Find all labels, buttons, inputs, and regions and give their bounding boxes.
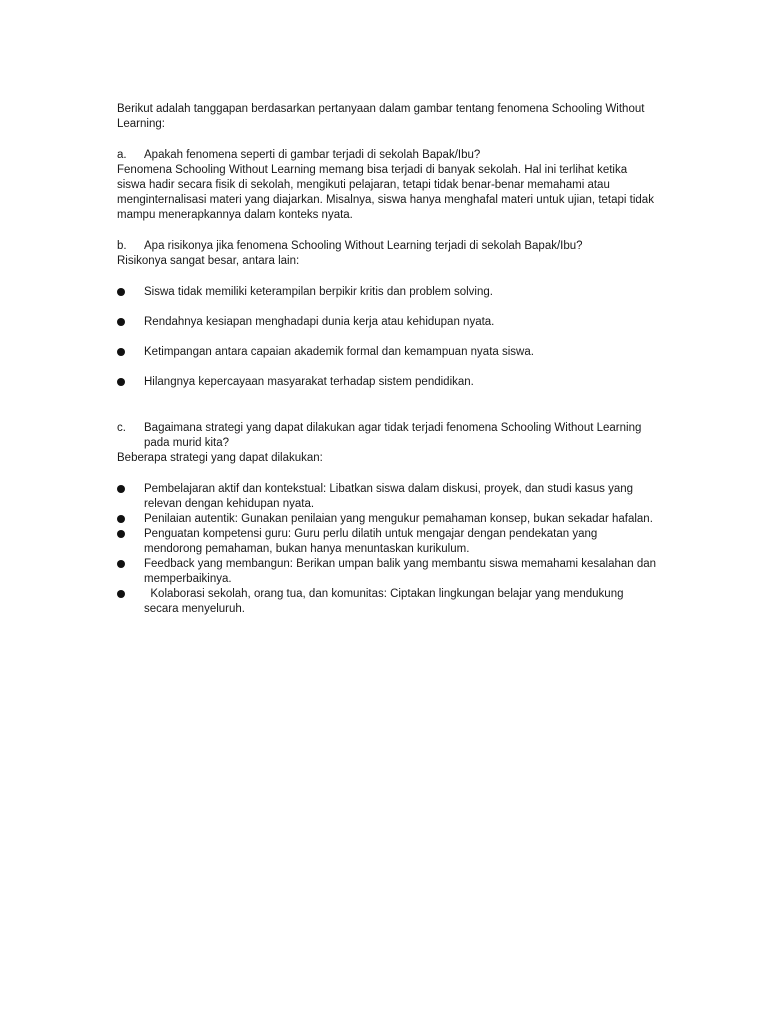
list-item bbox=[117, 285, 657, 300]
question-b-letter: b. bbox=[117, 240, 127, 252]
list-item-text: Rendahnya kesiapan menghadapi dunia kerja atau kehidupan nyata. bbox=[144, 316, 495, 328]
bullet-icon bbox=[117, 345, 144, 360]
list-item-text: Feedback yang membangun: Berikan umpan balik yang membantu siswa memahami kesalahan dan memperbaikinya. bbox=[144, 558, 657, 585]
bullet-icon bbox=[117, 315, 144, 330]
list-item bbox=[117, 512, 657, 527]
list-item-text: Ketimpangan antara capaian akademik formal dan kemampuan nyata siswa. bbox=[144, 346, 534, 358]
list-item bbox=[117, 557, 657, 587]
answer-a-paragraph: Fenomena Schooling Without Learning memang bisa terjadi di banyak sekolah. Hal ini terlihat ketika siswa hadir secara fisik di sekolah, mengikuti pelajaran, tetapi tidak benar-benar memahami atau menginternalisasi materi yang diajarkan. Misalnya, siswa hanya menghafal materi untuk ujian, tetapi tidak mampu menerapkannya dalam konteks nyata. bbox=[117, 164, 654, 221]
bullet-icon bbox=[117, 557, 144, 572]
bullet-icon bbox=[117, 285, 144, 300]
bullet-icon bbox=[117, 587, 144, 602]
answer-c-lead: Beberapa strategi yang dapat dilakukan: bbox=[117, 452, 323, 464]
question-a-text: Apakah fenomena seperti di gambar terjadi di sekolah Bapak/Ibu? bbox=[144, 149, 481, 161]
list-item-text: Kolaborasi sekolah, orang tua, dan komunitas: Ciptakan lingkungan belajar yang mendukung secara menyeluruh. bbox=[144, 588, 627, 615]
question-a bbox=[117, 148, 657, 163]
question-c-letter: c. bbox=[117, 422, 126, 434]
list-item bbox=[117, 315, 657, 330]
list-item bbox=[117, 375, 657, 390]
question-a-letter: a. bbox=[117, 149, 127, 161]
bullet-icon bbox=[117, 512, 144, 527]
risk-list bbox=[117, 285, 657, 390]
list-item bbox=[117, 527, 657, 557]
document-body bbox=[117, 102, 657, 617]
list-item bbox=[117, 587, 657, 617]
bullet-icon bbox=[117, 482, 144, 497]
list-item-text: Siswa tidak memiliki keterampilan berpikir kritis dan problem solving. bbox=[144, 286, 493, 298]
bullet-icon bbox=[117, 527, 144, 542]
question-b bbox=[117, 239, 657, 254]
intro-paragraph: Berikut adalah tanggapan berdasarkan pertanyaan dalam gambar tentang fenomena Schooling Without Learning: bbox=[117, 103, 645, 130]
list-item-text: Penilaian autentik: Gunakan penilaian yang mengukur pemahaman konsep, bukan sekadar hafalan. bbox=[144, 513, 653, 525]
question-b-text: Apa risikonya jika fenomena Schooling Without Learning terjadi di sekolah Bapak/Ibu? bbox=[144, 240, 583, 252]
list-item bbox=[117, 482, 657, 512]
question-c bbox=[117, 421, 657, 451]
answer-b-lead: Risikonya sangat besar, antara lain: bbox=[117, 255, 300, 267]
bullet-icon bbox=[117, 375, 144, 390]
strategy-list bbox=[117, 482, 657, 617]
question-c-text: Bagaimana strategi yang dapat dilakukan agar tidak terjadi fenomena Schooling Without Learning pada murid kita? bbox=[144, 422, 642, 449]
list-item bbox=[117, 345, 657, 360]
list-item-text: Penguatan kompetensi guru: Guru perlu dilatih untuk mengajar dengan pendekatan yang mendorong pemahaman, bukan hanya menuntaskan kurikulum. bbox=[144, 528, 598, 555]
list-item-text: Hilangnya kepercayaan masyarakat terhadap sistem pendidikan. bbox=[144, 376, 474, 388]
list-item-text: Pembelajaran aktif dan kontekstual: Libatkan siswa dalam diskusi, proyek, dan studi kasus yang relevan dengan kehidupan nyata. bbox=[144, 483, 634, 510]
